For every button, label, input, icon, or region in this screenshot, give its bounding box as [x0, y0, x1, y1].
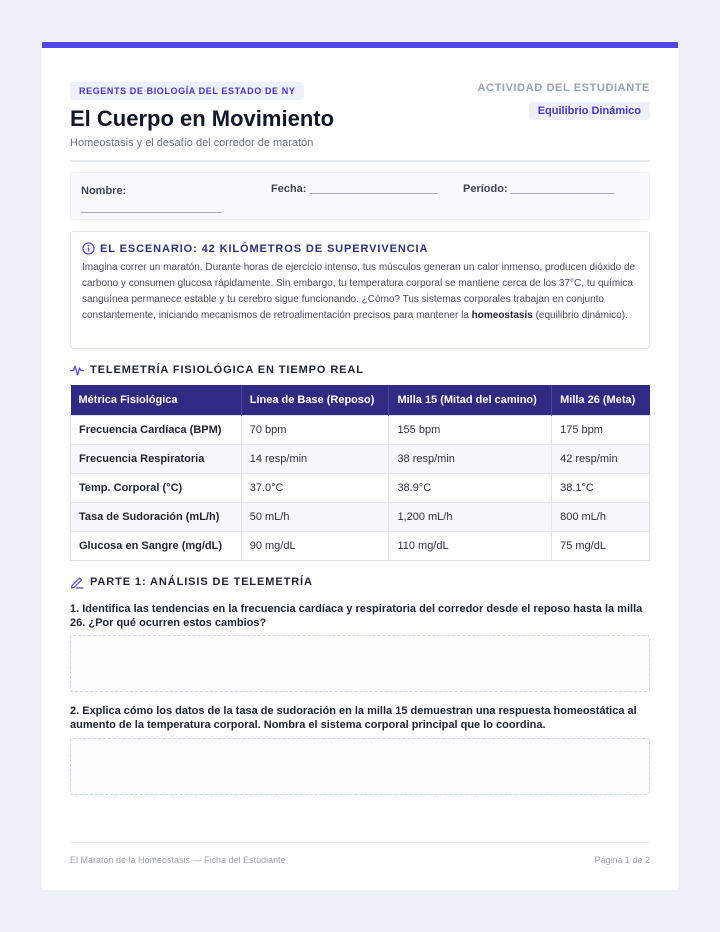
worksheet-header: [70, 82, 650, 162]
homeostasis-term: homeostasis: [471, 310, 533, 321]
part1-heading-text: PARTE 1: ANÁLISIS DE TELEMETRÍA: [90, 576, 313, 588]
metric-cell: Temp. Corporal (°C): [71, 473, 242, 502]
table-row: [71, 444, 650, 473]
value-cell: 800 mL/h: [552, 502, 650, 531]
answer-box-2[interactable]: [70, 738, 650, 795]
table-header-row: [71, 385, 650, 415]
column-header: Métrica Fisiológica: [71, 385, 242, 415]
question-2: 2. Explica cómo los datos de la tasa de sudoración en la milla 15 demuestran una respuesta homeostática al aumento de la temperatura corporal. Nombra el sistema corporal principal que lo coordina.: [70, 705, 637, 731]
scenario-heading-text: EL ESCENARIO: 42 KILÓMETROS DE SUPERVIVENCIA: [100, 242, 429, 255]
value-cell: 75 mg/dL: [552, 531, 650, 560]
pulse-icon: [70, 364, 84, 376]
scenario-heading: [82, 242, 638, 255]
scenario-text: Imagina correr un maratón. Durante horas de ejercicio intenso, tus músculos generan un calor inmenso, producen dióxido de carbono y consumen glucosa rápidamente. Sin embargo, tu temperatura corporal se mantiene cerca de los 37°C, tu química sanguínea permanece estable y tu cerebro sigue funcionando. ¿Cómo? Tus sistemas corporales trabajan en conjunto constantemente, iniciando mecanismos de retroalimentación precisos para mantener la homeostasis (equilibrio dinámico).: [82, 262, 636, 321]
metric-cell: Frecuencia Respiratoria: [71, 444, 242, 473]
column-header: Milla 15 (Mitad del camino): [389, 385, 552, 415]
value-cell: 38.9°C: [389, 473, 552, 502]
date-field[interactable]: Fecha: _____________________: [271, 183, 438, 195]
value-cell: 155 bpm: [389, 415, 552, 444]
value-cell: 42 resp/min: [552, 444, 650, 473]
pencil-icon: [70, 575, 84, 589]
question-1: 1. Identifica las tendencias en la frecuencia cardíaca y respiratoria del corredor desde el reposo hasta la milla 26. ¿Por qué ocurren estos cambios?: [70, 603, 643, 629]
info-icon: [82, 242, 95, 255]
metric-cell: Frecuencia Cardíaca (BPM): [71, 415, 242, 444]
value-cell: 50 mL/h: [241, 502, 389, 531]
column-header: Línea de Base (Reposo): [241, 385, 389, 415]
page-title: El Cuerpo en Movimiento: [70, 106, 335, 131]
value-cell: 175 bpm: [552, 415, 650, 444]
period-field[interactable]: Período: _________________: [463, 183, 615, 195]
student-info-box: [70, 172, 650, 220]
value-cell: 90 mg/dL: [241, 531, 389, 560]
table-row: [71, 531, 650, 560]
activity-pill: Equilibrio Dinámico: [529, 102, 650, 120]
page-subtitle: Homeostasis y el desafío del corredor de maratón: [70, 137, 314, 149]
answer-box-1[interactable]: [70, 635, 650, 692]
worksheet: [42, 42, 678, 890]
part1-heading: [70, 575, 313, 589]
course-badge: REGENTS DE BIOLOGÍA DEL ESTADO DE NY: [70, 82, 304, 100]
telemetry-table: [70, 385, 650, 561]
activity-label: ACTIVIDAD DEL ESTUDIANTE: [477, 82, 650, 94]
footer-title: El Maratón de la Homeostasis — Ficha del Estudiante: [70, 855, 286, 865]
scenario-box: [70, 231, 650, 349]
value-cell: 38.1°C: [552, 473, 650, 502]
page-footer: [70, 842, 650, 865]
telemetry-heading: [70, 364, 364, 376]
value-cell: 70 bpm: [241, 415, 389, 444]
name-field[interactable]: Nombre: _______________________: [81, 185, 222, 214]
table-row: [71, 473, 650, 502]
value-cell: 37.0°C: [241, 473, 389, 502]
column-header: Milla 26 (Meta): [552, 385, 650, 415]
value-cell: 110 mg/dL: [389, 531, 552, 560]
table-row: [71, 502, 650, 531]
metric-cell: Tasa de Sudoración (mL/h): [71, 502, 242, 531]
telemetry-heading-text: TELEMETRÍA FISIOLÓGICA EN TIEMPO REAL: [90, 364, 364, 376]
value-cell: 14 resp/min: [241, 444, 389, 473]
value-cell: 38 resp/min: [389, 444, 552, 473]
page-number: Página 1 de 2: [594, 855, 650, 865]
table-row: [71, 415, 650, 444]
metric-cell: Glucosa en Sangre (mg/dL): [71, 531, 242, 560]
value-cell: 1,200 mL/h: [389, 502, 552, 531]
